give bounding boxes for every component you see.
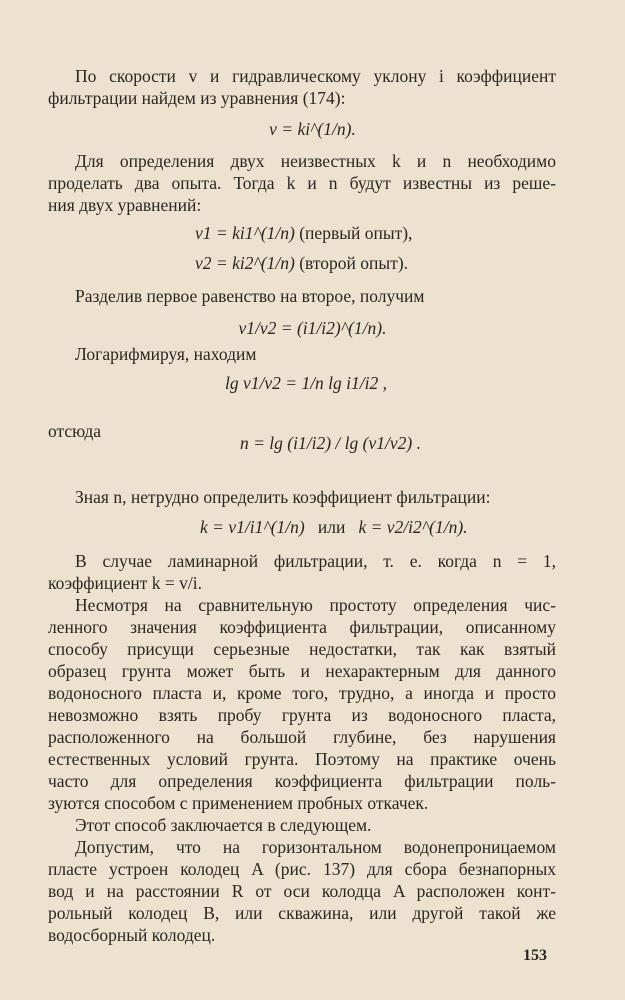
text-line: коэффициент k = v/i. bbox=[48, 573, 203, 593]
text-line: проделать два опыта. Тогда k и n будут известны из реше- bbox=[48, 173, 556, 193]
text-line: пласте устроен колодец A (рис. 137) для сбора безнапорных bbox=[48, 859, 556, 879]
text-line: По скорости v и гидравлическому уклону i коэффициент bbox=[75, 66, 556, 86]
equation-ratio: v1/v2 = (i1/i2)^(1/n). bbox=[238, 318, 387, 338]
text-line: ния двух уравнений: bbox=[48, 195, 202, 215]
text-line: Для определения двух неизвестных k и n необходимо bbox=[75, 151, 556, 171]
text-line: Разделив первое равенство на второе, получим bbox=[75, 286, 425, 306]
text-line: способу присущи серьезные недостатки, так как взятый bbox=[48, 639, 556, 659]
text-line: часто для определения коэффициента фильтрации поль- bbox=[48, 771, 556, 791]
text-line: В случае ламинарной фильтрации, т. е. когда n = 1, bbox=[75, 551, 556, 571]
equation-log: lg v1/v2 = 1/n lg i1/i2 , bbox=[225, 373, 388, 393]
text-line: рольный колодец B, или скважина, или другой такой же bbox=[48, 903, 556, 923]
text-line: вод и на расстоянии R от оси колодца A расположен конт- bbox=[48, 881, 556, 901]
equation-n: n = lg (i1/i2) / lg (v1/v2) . bbox=[240, 433, 421, 453]
equation-k: k = v1/i1^(1/n) или k = v2/i2^(1/n). bbox=[200, 517, 468, 537]
text-line: водосборный колодец. bbox=[48, 925, 216, 945]
text-line: водоносного пласта и, кроме того, трудно, а иногда и просто bbox=[48, 683, 556, 703]
text-line: Логарифмируя, находим bbox=[75, 344, 257, 364]
page-number: 153 bbox=[523, 947, 547, 964]
text-line: естественных условий грунта. Поэтому на практике очень bbox=[48, 749, 556, 769]
equation-v: v = ki^(1/n). bbox=[269, 119, 356, 139]
text-line: Зная n, нетрудно определить коэффициент фильтрации: bbox=[75, 487, 491, 507]
text-line: Несмотря на сравнительную простоту определения чис- bbox=[75, 595, 556, 615]
text-line: отсюда bbox=[48, 421, 102, 441]
text-line: ленного значения коэффициента фильтрации, описанному bbox=[48, 617, 556, 637]
equation-second-experiment: v2 = ki2^(1/n) (второй опыт). bbox=[195, 253, 409, 273]
text-line: образец грунта может быть и нехарактерным для данного bbox=[48, 661, 556, 681]
text-line: зуются способом с применением пробных откачек. bbox=[48, 793, 429, 813]
equation-first-experiment: v1 = ki1^(1/n) (первый опыт), bbox=[195, 223, 413, 243]
text-line: фильтрации найдем из уравнения (174): bbox=[48, 88, 346, 108]
text-line: Допустим, что на горизонтальном водонепроницаемом bbox=[75, 837, 556, 857]
text-line: расположенного на большой глубине, без нарушения bbox=[48, 727, 556, 747]
text-line: невозможно взять пробу грунта из водоносного пласта, bbox=[48, 705, 556, 725]
text-line: Этот способ заключается в следующем. bbox=[75, 815, 372, 835]
